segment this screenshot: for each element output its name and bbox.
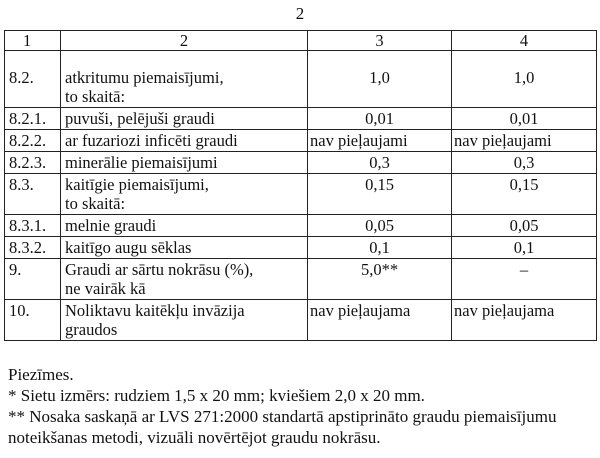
header-col-1: 1 xyxy=(5,31,61,51)
row-value-col4: 0,01 xyxy=(452,108,597,130)
row-value-col4: 1,0 xyxy=(452,51,597,108)
row-name: ar fuzariozi inficēti graudi xyxy=(61,130,308,152)
row-name xyxy=(61,259,308,300)
row-value-col3: 1,0 xyxy=(308,51,452,108)
row-number: 9. xyxy=(5,259,61,300)
row-number: 8.2.1. xyxy=(5,108,61,130)
table-row xyxy=(5,259,597,300)
row-name-line: to skaitā: xyxy=(65,87,126,106)
row-number: 8.3. xyxy=(5,174,61,215)
row-name-line: graudos xyxy=(65,320,118,339)
row-value-col3: 0,05 xyxy=(308,215,452,237)
table-row xyxy=(5,130,597,152)
table-row xyxy=(5,215,597,237)
row-name: minerālie piemaisījumi xyxy=(61,152,308,174)
row-name-line: atkritumu piemaisījumi, xyxy=(65,68,224,87)
row-name-line: to skaitā: xyxy=(65,194,126,213)
notes-section xyxy=(8,364,598,448)
row-number: 10. xyxy=(5,300,61,341)
header-col-2: 2 xyxy=(61,31,308,51)
notes-heading: Piezīmes. xyxy=(8,365,74,384)
table-row xyxy=(5,108,597,130)
table-row xyxy=(5,300,597,341)
table-row xyxy=(5,152,597,174)
row-value-col3: 0,1 xyxy=(308,237,452,259)
row-name xyxy=(61,174,308,215)
row-value-col4: 0,15 xyxy=(452,174,597,215)
row-number: 8.3.1. xyxy=(5,215,61,237)
row-value-col4: 0,3 xyxy=(452,152,597,174)
header-col-3: 3 xyxy=(308,31,452,51)
row-value-col3: 5,0** xyxy=(308,259,452,300)
row-name xyxy=(61,51,308,108)
row-name: kaitīgo augu sēklas xyxy=(61,237,308,259)
row-value-col4: 0,1 xyxy=(452,237,597,259)
note-line: ** Nosaka saskaņā ar LVS 271:2000 standartā apstiprināto graudu piemaisījumu xyxy=(8,407,557,426)
table-header-row xyxy=(5,31,597,51)
row-name: melnie graudi xyxy=(61,215,308,237)
header-col-4: 4 xyxy=(452,31,597,51)
row-value-col4: nav pieļaujami xyxy=(452,130,597,152)
table-row xyxy=(5,237,597,259)
note-line: noteikšanas metodi, vizuāli novērtējot graudu nokrāsu. xyxy=(8,428,381,447)
row-name-line: Noliktavu kaitēkļu invāzija xyxy=(65,301,245,320)
row-value-col3: 0,01 xyxy=(308,108,452,130)
table-row xyxy=(5,174,597,215)
row-name-line: Graudi ar sārtu nokrāsu (%), xyxy=(65,260,254,279)
table-row xyxy=(5,51,597,108)
row-name xyxy=(61,300,308,341)
row-name: puvuši, pelējuši graudi xyxy=(61,108,308,130)
page-number: 2 xyxy=(295,4,305,23)
row-name-line: ne vairāk kā xyxy=(65,279,146,298)
note-line: * Sietu izmērs: rudziem 1,5 x 20 mm; kviešiem 2,0 x 20 mm. xyxy=(8,386,425,405)
row-number: 8.2.2. xyxy=(5,130,61,152)
row-value-col3: 0,15 xyxy=(308,174,452,215)
row-value-col4: 0,05 xyxy=(452,215,597,237)
row-name-line: kaitīgie piemaisījumi, xyxy=(65,175,209,194)
row-value-col3: nav pieļaujama xyxy=(308,300,452,341)
row-number: 8.2. xyxy=(5,51,61,108)
row-number: 8.2.3. xyxy=(5,152,61,174)
row-value-col3: 0,3 xyxy=(308,152,452,174)
row-value-col3: nav pieļaujami xyxy=(308,130,452,152)
row-number: 8.3.2. xyxy=(5,237,61,259)
row-value-col4: nav pieļaujama xyxy=(452,300,597,341)
row-value-col4: – xyxy=(452,259,597,300)
requirements-table xyxy=(4,30,597,341)
